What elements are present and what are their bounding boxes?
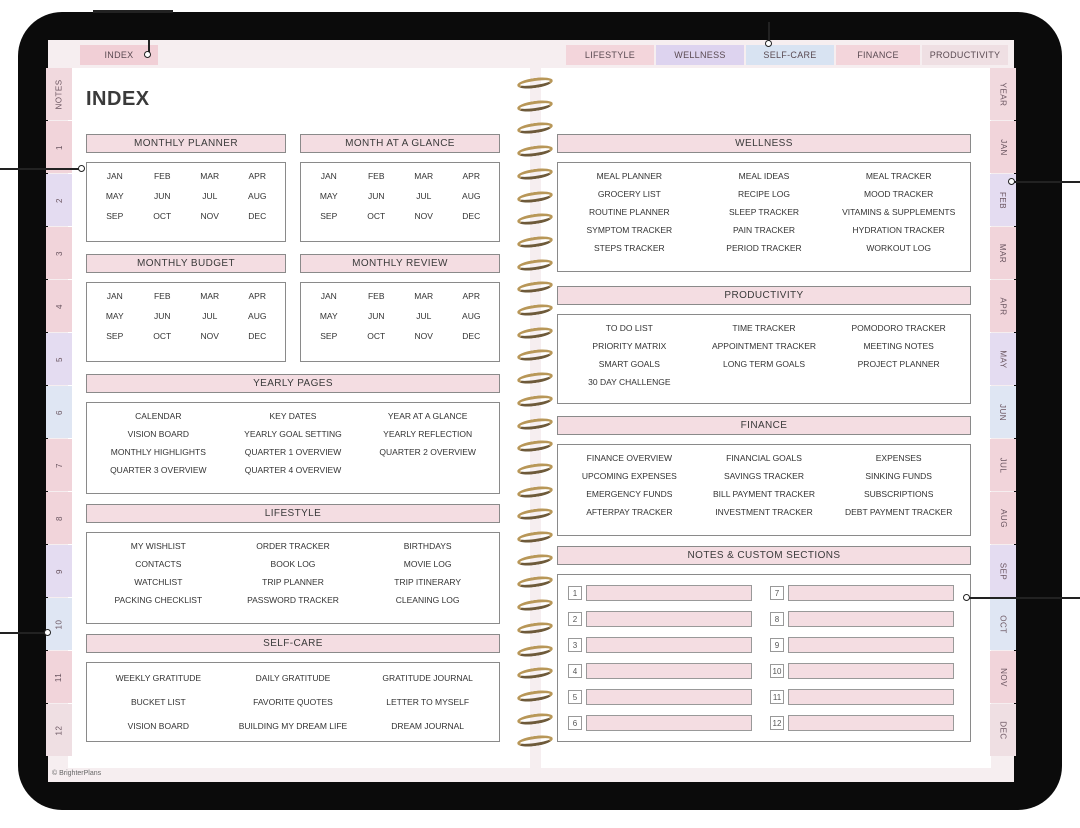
index-link[interactable]: CLEANING LOG bbox=[395, 595, 460, 605]
month-link[interactable]: JUL bbox=[202, 311, 218, 321]
month-link[interactable]: SEP bbox=[106, 211, 124, 221]
month-link[interactable]: FEB bbox=[153, 171, 171, 181]
notes-field[interactable] bbox=[788, 689, 954, 705]
index-link[interactable]: PAIN TRACKER bbox=[732, 225, 796, 235]
tab-wellness[interactable]: WELLNESS bbox=[656, 45, 744, 65]
notes-row[interactable] bbox=[568, 585, 752, 601]
month-link[interactable]: SEP bbox=[320, 331, 338, 341]
index-link[interactable]: BUILDING MY DREAM LIFE bbox=[238, 721, 348, 731]
side-tab-label: YEAR bbox=[998, 82, 1008, 106]
notes-field[interactable] bbox=[586, 663, 752, 679]
month-link[interactable]: JUL bbox=[202, 191, 218, 201]
header-yearly-pages[interactable]: YEARLY PAGES bbox=[86, 374, 500, 393]
index-link[interactable]: VISION BOARD bbox=[127, 429, 190, 439]
callout-dot bbox=[44, 629, 51, 636]
month-link[interactable]: MAY bbox=[105, 311, 124, 321]
index-link[interactable]: HYDRATION TRACKER bbox=[852, 225, 945, 235]
month-link[interactable]: JUL bbox=[416, 191, 432, 201]
notes-field[interactable] bbox=[788, 637, 954, 653]
productivity-box bbox=[557, 314, 971, 404]
index-link[interactable]: PRIORITY MATRIX bbox=[592, 341, 667, 351]
month-link[interactable]: OCT bbox=[367, 331, 386, 341]
month-link[interactable]: MAR bbox=[200, 291, 220, 301]
monthly-review-box bbox=[300, 282, 500, 362]
month-link[interactable]: APR bbox=[462, 291, 480, 301]
side-tab-aug[interactable] bbox=[990, 492, 1016, 544]
index-link[interactable]: PERIOD TRACKER bbox=[726, 243, 802, 253]
header-selfcare[interactable]: SELF-CARE bbox=[86, 634, 500, 653]
side-tab-11[interactable] bbox=[46, 651, 72, 703]
month-link[interactable]: FEB bbox=[367, 291, 385, 301]
notes-number: 3 bbox=[568, 638, 582, 652]
notes-number: 5 bbox=[568, 690, 582, 704]
notes-number: 12 bbox=[770, 716, 784, 730]
notes-row[interactable] bbox=[568, 637, 752, 653]
month-link[interactable]: OCT bbox=[367, 211, 386, 221]
index-link[interactable]: TRIP ITINERARY bbox=[394, 577, 462, 587]
side-tab-7[interactable] bbox=[46, 439, 72, 491]
notes-number: 6 bbox=[568, 716, 582, 730]
side-tab-may[interactable] bbox=[990, 333, 1016, 385]
index-link[interactable]: PASSWORD TRACKER bbox=[247, 595, 339, 605]
month-link[interactable]: AUG bbox=[248, 311, 267, 321]
month-link[interactable]: DEC bbox=[248, 211, 267, 221]
notes-field[interactable] bbox=[586, 611, 752, 627]
side-tab-label: 10 bbox=[54, 619, 64, 629]
notes-number: 7 bbox=[770, 586, 784, 600]
index-link[interactable]: CONTACTS bbox=[135, 559, 182, 569]
index-link[interactable] bbox=[360, 465, 495, 475]
header-monthly-planner[interactable]: MONTHLY PLANNER bbox=[86, 134, 286, 153]
index-link[interactable]: KEY DATES bbox=[269, 411, 317, 421]
index-link[interactable]: GRATITUDE JOURNAL bbox=[382, 673, 473, 683]
index-link[interactable]: MEETING NOTES bbox=[863, 341, 934, 351]
callout-dot bbox=[765, 40, 772, 47]
side-tab-label: 5 bbox=[54, 356, 64, 362]
side-tab-12[interactable] bbox=[46, 704, 72, 756]
index-link[interactable]: MY WISHLIST bbox=[130, 541, 186, 551]
month-link[interactable]: APR bbox=[248, 171, 266, 181]
side-tab-label: 6 bbox=[54, 409, 64, 415]
index-link[interactable]: CALENDAR bbox=[135, 411, 182, 421]
side-tab-label: APR bbox=[998, 297, 1008, 315]
header-finance[interactable]: FINANCE bbox=[557, 416, 971, 435]
month-link[interactable]: JUN bbox=[153, 311, 171, 321]
side-tab-10[interactable] bbox=[46, 598, 72, 650]
month-link[interactable]: AUG bbox=[248, 191, 267, 201]
index-link[interactable]: AFTERPAY TRACKER bbox=[586, 507, 673, 517]
notes-field[interactable] bbox=[788, 611, 954, 627]
callout-dot bbox=[144, 51, 151, 58]
month-link[interactable]: OCT bbox=[153, 331, 172, 341]
index-link[interactable]: BIRTHDAYS bbox=[403, 541, 452, 551]
index-link[interactable]: YEAR AT A GLANCE bbox=[387, 411, 468, 421]
monthly-planner-box bbox=[86, 162, 286, 242]
callout-line bbox=[0, 168, 80, 170]
monthly-budget-box bbox=[86, 282, 286, 362]
index-link[interactable]: YEARLY REFLECTION bbox=[383, 429, 473, 439]
index-link[interactable]: EXPENSES bbox=[875, 453, 922, 463]
notes-field[interactable] bbox=[788, 585, 954, 601]
index-link[interactable]: STEPS TRACKER bbox=[593, 243, 665, 253]
side-tab-label: NOTES bbox=[54, 78, 64, 110]
month-link[interactable]: NOV bbox=[414, 211, 433, 221]
month-link[interactable]: AUG bbox=[462, 191, 481, 201]
tab-productivity[interactable]: PRODUCTIVITY bbox=[922, 45, 1008, 65]
index-link[interactable]: ROUTINE PLANNER bbox=[588, 207, 670, 217]
month-link[interactable]: DEC bbox=[462, 331, 481, 341]
notes-number: 1 bbox=[568, 586, 582, 600]
side-tab-label: 9 bbox=[54, 568, 64, 574]
notes-number: 4 bbox=[568, 664, 582, 678]
side-tab-label: 12 bbox=[54, 725, 64, 735]
header-wellness[interactable]: WELLNESS bbox=[557, 134, 971, 153]
header-productivity[interactable]: PRODUCTIVITY bbox=[557, 286, 971, 305]
month-link[interactable]: NOV bbox=[200, 211, 219, 221]
side-tab-3[interactable] bbox=[46, 227, 72, 279]
index-link[interactable]: POMODORO TRACKER bbox=[851, 323, 946, 333]
side-tab-oct[interactable] bbox=[990, 598, 1016, 650]
index-link[interactable]: SLEEP TRACKER bbox=[728, 207, 800, 217]
index-link[interactable] bbox=[831, 377, 966, 387]
month-link[interactable]: MAR bbox=[414, 291, 434, 301]
notes-number: 9 bbox=[770, 638, 784, 652]
index-link[interactable]: QUARTER 4 OVERVIEW bbox=[244, 465, 342, 475]
callout-line bbox=[768, 22, 770, 42]
finance-box bbox=[557, 444, 971, 536]
notes-row[interactable] bbox=[568, 689, 752, 705]
index-link[interactable]: ORDER TRACKER bbox=[256, 541, 330, 551]
index-link[interactable]: TO DO LIST bbox=[605, 323, 653, 333]
selfcare-box bbox=[86, 662, 500, 742]
index-link[interactable]: WEEKLY GRATITUDE bbox=[115, 673, 202, 683]
index-link[interactable]: SMART GOALS bbox=[598, 359, 660, 369]
month-link[interactable]: JUL bbox=[416, 311, 432, 321]
index-link[interactable]: QUARTER 3 OVERVIEW bbox=[110, 465, 207, 475]
yearly-pages-box bbox=[86, 402, 500, 494]
side-tab-label: SEP bbox=[998, 562, 1008, 580]
index-link[interactable]: FINANCIAL GOALS bbox=[726, 453, 802, 463]
header-monthly-review[interactable]: MONTHLY REVIEW bbox=[300, 254, 500, 273]
side-tab-2[interactable] bbox=[46, 174, 72, 226]
notes-row[interactable] bbox=[770, 689, 954, 705]
side-tab-9[interactable] bbox=[46, 545, 72, 597]
month-link[interactable]: JUN bbox=[367, 311, 385, 321]
tab-index[interactable]: INDEX bbox=[80, 45, 158, 65]
month-link[interactable]: MAY bbox=[319, 311, 338, 321]
side-tab-sep[interactable] bbox=[990, 545, 1016, 597]
month-link[interactable]: AUG bbox=[462, 311, 481, 321]
month-link[interactable]: FEB bbox=[367, 171, 385, 181]
notes-box bbox=[557, 574, 971, 742]
index-link[interactable]: APPOINTMENT TRACKER bbox=[711, 341, 817, 351]
month-link[interactable]: NOV bbox=[414, 331, 433, 341]
notes-row[interactable] bbox=[770, 585, 954, 601]
side-tab-label: 3 bbox=[54, 250, 64, 256]
month-link[interactable]: DEC bbox=[462, 211, 481, 221]
index-link[interactable]: SAVINGS TRACKER bbox=[724, 471, 804, 481]
index-link[interactable]: YEARLY GOAL SETTING bbox=[244, 429, 342, 439]
index-link[interactable]: INVESTMENT TRACKER bbox=[715, 507, 813, 517]
side-tab-year[interactable] bbox=[990, 68, 1016, 120]
index-link[interactable]: 30 DAY CHALLENGE bbox=[588, 377, 671, 387]
notes-row[interactable] bbox=[770, 663, 954, 679]
month-link[interactable]: JAN bbox=[106, 291, 123, 301]
tab-finance[interactable]: FINANCE bbox=[836, 45, 920, 65]
index-link[interactable]: MEAL TRACKER bbox=[865, 171, 932, 181]
notes-field[interactable] bbox=[586, 585, 752, 601]
index-link[interactable]: QUARTER 1 OVERVIEW bbox=[244, 447, 342, 457]
month-link[interactable]: FEB bbox=[153, 291, 171, 301]
side-tab-label: 1 bbox=[54, 144, 64, 150]
index-link[interactable]: BILL PAYMENT TRACKER bbox=[712, 489, 815, 499]
month-link[interactable]: OCT bbox=[153, 211, 172, 221]
callout-dot bbox=[1008, 178, 1015, 185]
notes-row[interactable] bbox=[568, 611, 752, 627]
index-link[interactable]: WORKOUT LOG bbox=[866, 243, 931, 253]
index-link[interactable]: MONTHLY HIGHLIGHTS bbox=[110, 447, 206, 457]
notes-field[interactable] bbox=[586, 637, 752, 653]
side-tab-jun[interactable] bbox=[990, 386, 1016, 438]
header-lifestyle[interactable]: LIFESTYLE bbox=[86, 504, 500, 523]
right-page bbox=[541, 68, 991, 768]
index-link[interactable]: TRIP PLANNER bbox=[262, 577, 324, 587]
index-link[interactable]: RECIPE LOG bbox=[738, 189, 790, 199]
header-monthly-budget[interactable]: MONTHLY BUDGET bbox=[86, 254, 286, 273]
side-tab-label: JUL bbox=[998, 457, 1008, 473]
month-link[interactable]: MAR bbox=[200, 171, 220, 181]
lifestyle-box bbox=[86, 532, 500, 624]
index-link[interactable]: MEAL PLANNER bbox=[596, 171, 662, 181]
index-link[interactable]: MOVIE LOG bbox=[403, 559, 452, 569]
side-tab-dec[interactable] bbox=[990, 704, 1016, 756]
index-link[interactable]: SUBSCRIPTIONS bbox=[863, 489, 934, 499]
month-link[interactable]: JAN bbox=[320, 291, 337, 301]
index-link[interactable]: PACKING CHECKLIST bbox=[114, 595, 203, 605]
notes-number: 8 bbox=[770, 612, 784, 626]
month-link[interactable]: SEP bbox=[320, 211, 338, 221]
copyright: © BrighterPlans bbox=[52, 770, 102, 777]
side-tab-jan[interactable] bbox=[990, 121, 1016, 173]
index-link[interactable]: MEAL IDEAS bbox=[738, 171, 790, 181]
notes-row[interactable] bbox=[770, 611, 954, 627]
notes-row[interactable] bbox=[770, 637, 954, 653]
side-tab-6[interactable] bbox=[46, 386, 72, 438]
callout-line bbox=[1012, 181, 1080, 183]
month-link[interactable]: APR bbox=[248, 291, 266, 301]
side-tab-label: OCT bbox=[998, 614, 1008, 634]
index-link[interactable]: SINKING FUNDS bbox=[865, 471, 932, 481]
callout-line bbox=[968, 597, 1080, 599]
side-tab-mar[interactable] bbox=[990, 227, 1016, 279]
month-link[interactable]: JAN bbox=[320, 171, 337, 181]
side-tab-apr[interactable] bbox=[990, 280, 1016, 332]
side-tab-notes[interactable] bbox=[46, 68, 72, 120]
side-tab-label: JUN bbox=[998, 403, 1008, 421]
index-link[interactable]: VISION BOARD bbox=[127, 721, 190, 731]
side-tab-label: 7 bbox=[54, 462, 64, 468]
index-link[interactable]: EMERGENCY FUNDS bbox=[586, 489, 673, 499]
side-tab-5[interactable] bbox=[46, 333, 72, 385]
tab-lifestyle[interactable]: LIFESTYLE bbox=[566, 45, 654, 65]
index-link[interactable]: TIME TRACKER bbox=[732, 323, 796, 333]
side-tab-label: JAN bbox=[998, 138, 1008, 156]
callout-line bbox=[0, 632, 48, 634]
side-tab-1[interactable] bbox=[46, 121, 72, 173]
notes-field[interactable] bbox=[586, 715, 752, 731]
notes-number: 10 bbox=[770, 664, 784, 678]
header-notes[interactable]: NOTES & CUSTOM SECTIONS bbox=[557, 546, 971, 565]
side-tab-nov[interactable] bbox=[990, 651, 1016, 703]
callout-dot bbox=[963, 594, 970, 601]
notes-number: 11 bbox=[770, 690, 784, 704]
month-link[interactable]: DEC bbox=[248, 331, 267, 341]
month-link[interactable]: MAR bbox=[414, 171, 434, 181]
index-link[interactable]: MOOD TRACKER bbox=[864, 189, 934, 199]
index-link[interactable]: BUCKET LIST bbox=[131, 697, 186, 707]
side-tab-8[interactable] bbox=[46, 492, 72, 544]
side-tab-jul[interactable] bbox=[990, 439, 1016, 491]
side-tab-label: DEC bbox=[998, 720, 1008, 740]
callout-dot bbox=[78, 165, 85, 172]
index-link[interactable]: FINANCE OVERVIEW bbox=[586, 453, 672, 463]
side-tab-4[interactable] bbox=[46, 280, 72, 332]
index-link[interactable]: LONG TERM GOALS bbox=[722, 359, 805, 369]
month-link[interactable]: JUN bbox=[153, 191, 171, 201]
side-tab-label: 2 bbox=[54, 197, 64, 203]
index-link[interactable]: DREAM JOURNAL bbox=[391, 721, 465, 731]
index-link[interactable]: UPCOMING EXPENSES bbox=[581, 471, 677, 481]
side-tab-label: NOV bbox=[998, 667, 1008, 687]
side-tab-label: 4 bbox=[54, 303, 64, 309]
notes-field[interactable] bbox=[788, 715, 954, 731]
index-link[interactable]: DEBT PAYMENT TRACKER bbox=[844, 507, 953, 517]
month-link[interactable]: MAY bbox=[105, 191, 124, 201]
index-link[interactable]: BOOK LOG bbox=[270, 559, 316, 569]
index-link[interactable]: SYMPTOM TRACKER bbox=[586, 225, 673, 235]
month-link[interactable]: APR bbox=[462, 171, 480, 181]
side-tab-label: 11 bbox=[54, 672, 64, 682]
notes-field[interactable] bbox=[586, 689, 752, 705]
notes-row[interactable] bbox=[568, 715, 752, 731]
notes-field[interactable] bbox=[788, 663, 954, 679]
side-tab-label: FEB bbox=[998, 191, 1008, 209]
callout-line bbox=[93, 10, 173, 13]
index-link[interactable]: FAVORITE QUOTES bbox=[253, 697, 333, 707]
index-link[interactable]: QUARTER 2 OVERVIEW bbox=[379, 447, 476, 457]
side-tab-label: MAY bbox=[998, 349, 1008, 369]
header-month-at-glance[interactable]: MONTH AT A GLANCE bbox=[300, 134, 500, 153]
side-tab-label: AUG bbox=[998, 508, 1008, 528]
index-link[interactable]: WATCHLIST bbox=[134, 577, 183, 587]
index-link[interactable]: DAILY GRATITUDE bbox=[255, 673, 331, 683]
page-title: INDEX bbox=[86, 88, 150, 110]
notes-number: 2 bbox=[568, 612, 582, 626]
month-link[interactable]: NOV bbox=[200, 331, 219, 341]
side-tab-label: 8 bbox=[54, 515, 64, 521]
tab-selfcare[interactable]: SELF-CARE bbox=[746, 45, 834, 65]
index-link[interactable] bbox=[697, 377, 832, 387]
side-tab-label: MAR bbox=[998, 243, 1008, 263]
left-page bbox=[68, 68, 530, 768]
notes-row[interactable] bbox=[770, 715, 954, 731]
month-link[interactable]: JAN bbox=[106, 171, 123, 181]
month-link[interactable]: SEP bbox=[106, 331, 124, 341]
notes-row[interactable] bbox=[568, 663, 752, 679]
index-link[interactable]: VITAMINS & SUPPLEMENTS bbox=[842, 207, 956, 217]
index-link[interactable]: PROJECT PLANNER bbox=[857, 359, 940, 369]
month-link[interactable]: JUN bbox=[367, 191, 385, 201]
month-link[interactable]: MAY bbox=[319, 191, 338, 201]
index-link[interactable]: GROCERY LIST bbox=[597, 189, 661, 199]
index-link[interactable]: LETTER TO MYSELF bbox=[386, 697, 470, 707]
month-at-glance-box bbox=[300, 162, 500, 242]
wellness-box bbox=[557, 162, 971, 272]
